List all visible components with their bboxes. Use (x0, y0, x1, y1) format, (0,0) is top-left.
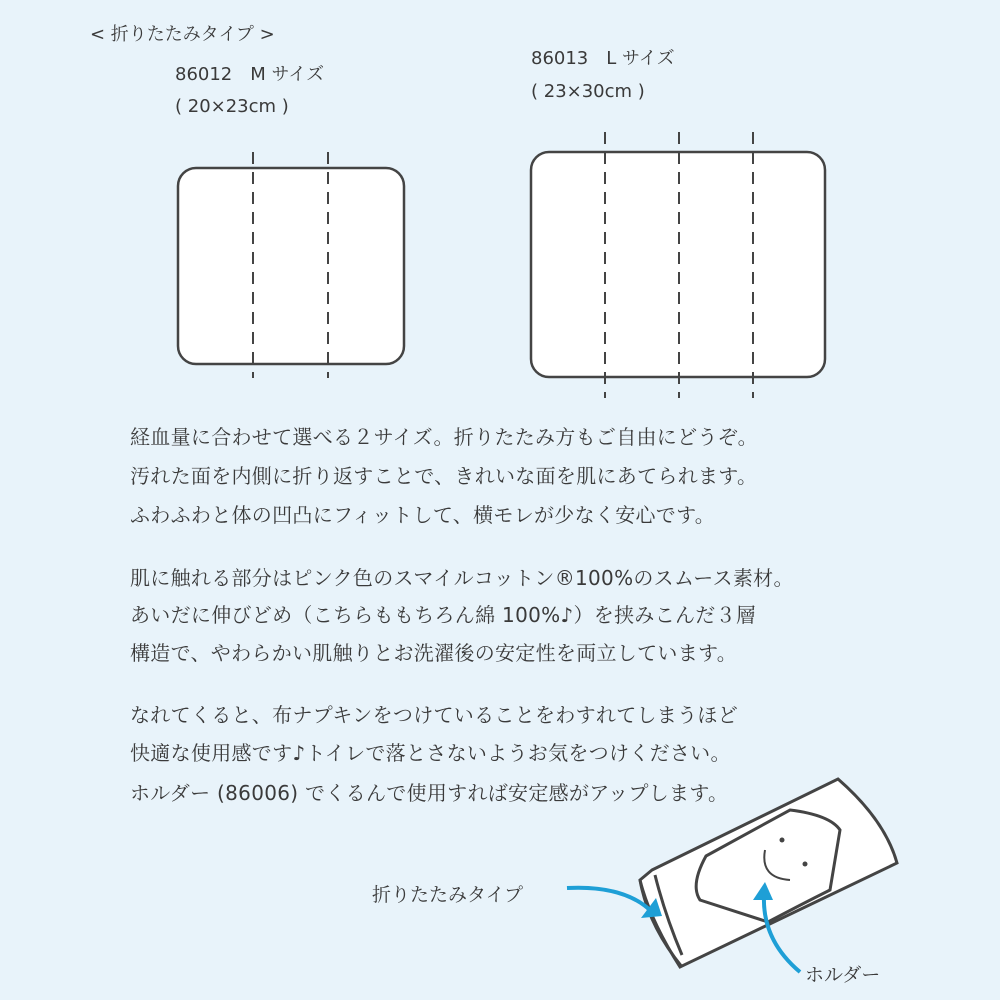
label-holder: ホルダー (805, 964, 881, 986)
section-heading: < 折りたたみタイプ > (90, 24, 275, 45)
label-folded-type: 折りたたみタイプ (372, 884, 524, 906)
paragraph-2-line-2: あいだに伸びどめ（こちらももちろん綿 100%♪）を挟みこんだ３層 (130, 603, 757, 627)
paragraph-1-line-3: ふわふわと体の凹凸にフィットして、横モレが少なく安心です。 (130, 503, 716, 527)
paragraph-2-line-3: 構造で、やわらかい肌触りとお洗濯後の安定性を両立しています。 (130, 641, 737, 665)
pad-m-diagram (178, 152, 404, 378)
paragraph-3-line-2: 快適な使用感です♪トイレで落とさないようお気をつけください。 (130, 741, 731, 765)
paragraph-2-line-1: 肌に触れる部分はピンク色のスマイルコットン®100%のスムース素材。 (130, 566, 794, 590)
paragraph-3-line-3: ホルダー (86006) でくるんで使用すれば安定感がアップします。 (130, 781, 729, 805)
size-l-dimensions: ( 23×30cm ) (531, 81, 645, 102)
size-m-dimensions: ( 20×23cm ) (175, 96, 289, 117)
size-l-label: 86013 L サイズ (531, 48, 675, 69)
pad-l-diagram (531, 132, 825, 398)
paragraph-1-line-2: 汚れた面を内側に折り返すことで、きれいな面を肌にあてられます。 (130, 464, 758, 488)
holder-illustration (567, 779, 897, 972)
paragraph-3-line-1: なれてくると、布ナプキンをつけていることをわすれてしまうほど (130, 703, 738, 727)
paragraph-1-line-1: 経血量に合わせて選べる２サイズ。折りたたみ方もご自由にどうぞ。 (130, 425, 758, 449)
size-m-label: 86012 M サイズ (175, 64, 325, 85)
